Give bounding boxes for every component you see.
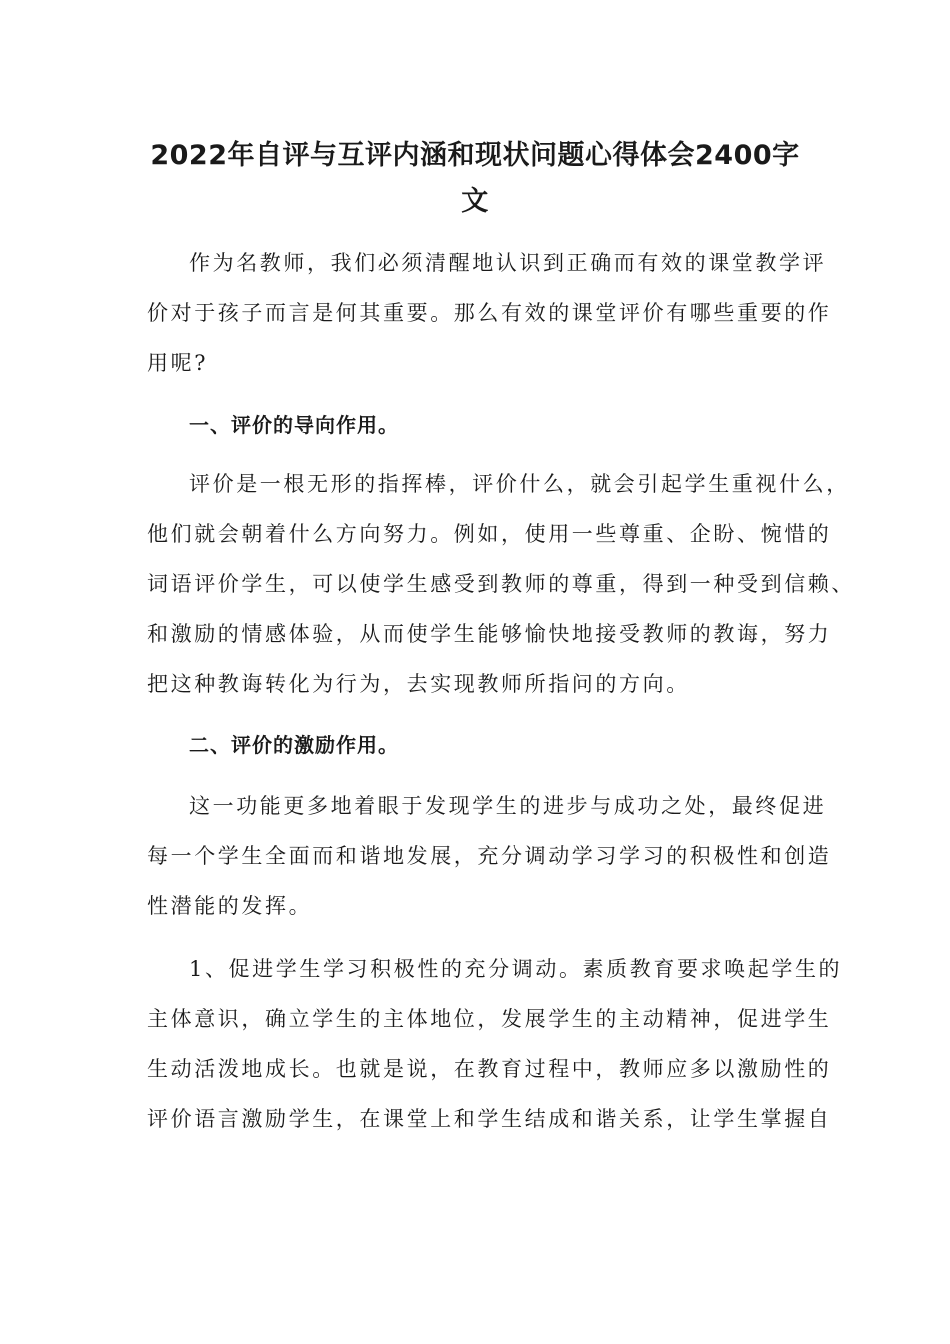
paragraph-line: 每一个学生全面而和谐地发展，充分调动学习学习的积极性和创造 [147, 844, 832, 868]
section-heading-1: 一、评价的导向作用。 [189, 413, 399, 437]
intro-paragraph [147, 238, 832, 388]
paragraph-line: 生动活泼地成长。也就是说，在教育过程中，教师应多以激励性的 [147, 1057, 832, 1081]
paragraph-line: 主体意识，确立学生的主体地位，发展学生的主动精神，促进学生 [147, 1007, 832, 1031]
paragraph-line: 把这种教诲转化为行为，去实现教师所指问的方向。 [147, 672, 690, 696]
section-heading-2: 二、评价的激励作用。 [189, 733, 399, 757]
section-3-paragraph [147, 944, 843, 1144]
paragraph-line: 价对于孩子而言是何其重要。那么有效的课堂评价有哪些重要的作 [147, 301, 832, 325]
paragraph-line: 这一功能更多地着眼于发现学生的进步与成功之处，最终促进 [189, 794, 827, 818]
section-1-paragraph [147, 459, 855, 709]
paragraph-line: 评价语言激励学生，在课堂上和学生结成和谐关系，让学生掌握自 [147, 1107, 832, 1131]
paragraph-line: 词语评价学生，可以使学生感受到教师的尊重，得到一种受到信赖、 [147, 572, 855, 596]
paragraph-line: 作为名教师，我们必须清醒地认识到正确而有效的课堂教学评 [189, 251, 827, 275]
paragraph-line: 性潜能的发挥。 [147, 894, 313, 918]
title-line: 2022年自评与互评内涵和现状问题心得体会2400字 [150, 140, 800, 171]
paragraph-line: 用呢? [147, 351, 209, 375]
paragraph-line: 和激励的情感体验，从而使学生能够愉快地接受教师的教诲，努力 [147, 622, 832, 646]
title-line: 文 [461, 186, 489, 217]
paragraph-line: 评价是一根无形的指挥棒，评价什么，就会引起学生重视什么， [189, 472, 850, 496]
paragraph-line: 他们就会朝着什么方向努力。例如，使用一些尊重、企盼、惋惜的 [147, 522, 832, 546]
section-2-paragraph [147, 781, 832, 931]
document-title [130, 133, 820, 225]
paragraph-line: 1、促进学生学习积极性的充分调动。素质教育要求唤起学生的 [189, 957, 843, 981]
